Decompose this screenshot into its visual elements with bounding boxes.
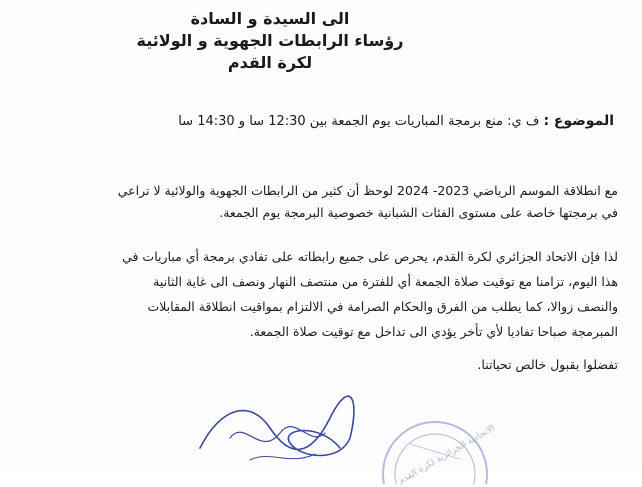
addressee-line-1: الى السيدة و السادة: [190, 9, 350, 28]
subject-line: [154, 110, 614, 133]
addressee-block: [120, 8, 420, 74]
paragraph-line: هذا اليوم، تزامنا مع توقيت صلاة الجمعة أي للفترة من منتصف النهار ونصف الى غاية الثانية: [153, 274, 618, 289]
subject-label: الموضوع :: [543, 113, 614, 129]
stamp-text: الاتحادية الجزائرية لكرة القدم: [396, 423, 497, 487]
subject-text: ف ي: منع برمجة المباريات يوم الجمعة بين 12:30 سا و 14:30 سا: [178, 114, 540, 129]
paragraph-line: والنصف زوالا، كما يطلب من الفرق والحكام الصرامة في الالتزام بمواقيت انطلاقة المقابلات: [147, 299, 618, 314]
closing-paragraph: [33, 354, 618, 376]
paragraph-2: [33, 244, 618, 344]
paragraph-line: في برمجتها خاصة على مستوى الفئات الشبانية خصوصية البرمجة يوم الجمعة.: [219, 205, 618, 220]
handwritten-signature: [190, 388, 370, 470]
paragraph-line: لذا فإن الاتحاد الجزائري لكرة القدم، يحرص على جميع رابطاته على تفادي برمجة أي مباريات في: [122, 249, 618, 264]
addressee-line-2: رؤساء الرابطات الجهوية و الولائية لكرة القدم: [136, 31, 404, 72]
paragraph-line: مع انطلاقة الموسم الرياضي 2023- 2024 لوحظ أن كثير من الرابطات الجهوية والولائية لا تراعي: [117, 183, 618, 198]
closing-line: تفضلوا بقبول خالص تحياتنا.: [477, 357, 618, 372]
paragraph-1: [33, 180, 618, 224]
paragraph-line: المبرمجة صباحا تفاديا لأي تأخر يؤدي الى تداخل مع توقيت صلاة الجمعة.: [249, 324, 618, 339]
official-stamp: [370, 404, 500, 487]
